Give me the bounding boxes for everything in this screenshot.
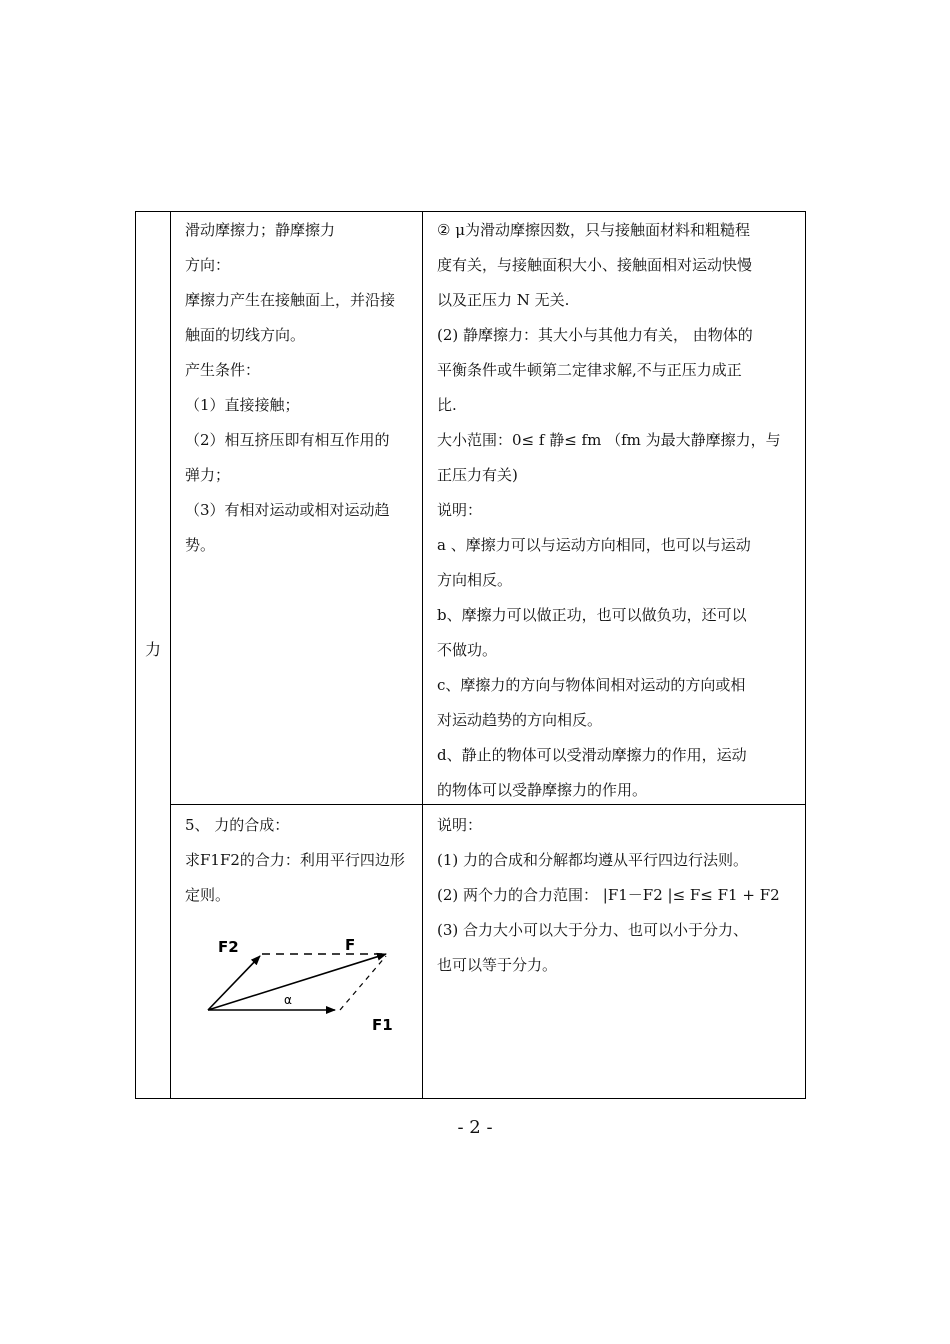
text-line: (3) 合力大小可以大于分力、也可以小于分力、: [437, 921, 749, 939]
text-line: 势。: [185, 536, 216, 554]
text-line: 触面的切线方向。: [185, 326, 306, 344]
text-line: 对运动趋势的方向相反。: [437, 711, 603, 729]
text-line: 大小范围：0≤ f 静≤ fm （fm 为最大静摩擦力，与: [437, 431, 781, 449]
text-line: 方向相反。: [437, 571, 513, 589]
text-line: (1) 力的合成和分解都均遵从平行四边行法则。: [437, 851, 749, 869]
force-parallelogram-diagram: [200, 926, 410, 1038]
text-line: b、摩擦力可以做正功，也可以做负功，还可以: [437, 606, 747, 624]
text-line: 比.: [437, 396, 457, 414]
text-line: 说明：: [437, 816, 483, 834]
f-label: F: [345, 936, 356, 954]
text-line: （2）相互挤压即有相互作用的: [185, 431, 390, 449]
row1-right-cell: [437, 213, 799, 808]
row2-left-cell: [185, 808, 417, 913]
row1-left-cell: [185, 213, 417, 563]
alpha-label: α: [284, 993, 292, 1007]
table-right-border: [805, 211, 806, 1099]
text-line: 5、 力的合成：: [185, 816, 290, 834]
text-line: (2) 静摩擦力：其大小与其他力有关， 由物体的: [437, 326, 753, 344]
text-line: 摩擦力产生在接触面上，并沿接: [185, 291, 396, 309]
text-line: d、静止的物体可以受滑动摩擦力的作用，运动: [437, 746, 747, 764]
text-line: ② μ为滑动摩擦因数，只与接触面材料和粗糙程: [437, 221, 750, 239]
text-line: 的物体可以受静摩擦力的作用。: [437, 781, 648, 799]
text-line: 产生条件：: [185, 361, 261, 379]
text-line: (2) 两个力的合力范围： |F1－F2 |≤ F≤ F1 + F2: [437, 886, 780, 904]
middle-column-divider: [422, 211, 423, 1099]
table-bottom-border: [135, 1098, 806, 1099]
text-line: 滑动摩擦力；静摩擦力: [185, 221, 336, 239]
side-label-cell: [135, 211, 171, 1099]
text-line: （3）有相对运动或相对运动趋: [185, 501, 390, 519]
text-line: 不做功。: [437, 641, 498, 659]
text-line: 定则。: [185, 886, 231, 904]
page-number: - 2 -: [457, 1117, 493, 1138]
text-line: 正压力有关): [437, 466, 518, 484]
text-line: 弹力；: [185, 466, 231, 484]
text-line: 求F1F2的合力：利用平行四边形: [185, 851, 405, 869]
row2-right-cell: [437, 808, 799, 983]
f1-label: F1: [372, 1016, 393, 1034]
text-line: 也可以等于分力。: [437, 956, 558, 974]
text-line: 度有关，与接触面积大小、接触面相对运动快慢: [437, 256, 753, 274]
text-line: a 、摩擦力可以与运动方向相同，也可以与运动: [437, 536, 751, 554]
text-line: 方向：: [185, 256, 231, 274]
text-line: c、摩擦力的方向与物体间相对运动的方向或相: [437, 676, 746, 694]
text-line: 说明：: [437, 501, 483, 519]
text-line: （1）直接接触；: [185, 396, 300, 414]
text-line: 以及正压力 N 无关.: [437, 291, 570, 309]
table-top-border: [135, 211, 806, 212]
text-line: 平衡条件或牛顿第二定律求解,不与正压力成正: [437, 361, 742, 379]
dashed-right-side: [340, 956, 386, 1010]
f2-label: F2: [218, 938, 239, 956]
side-label: 力: [144, 640, 161, 659]
